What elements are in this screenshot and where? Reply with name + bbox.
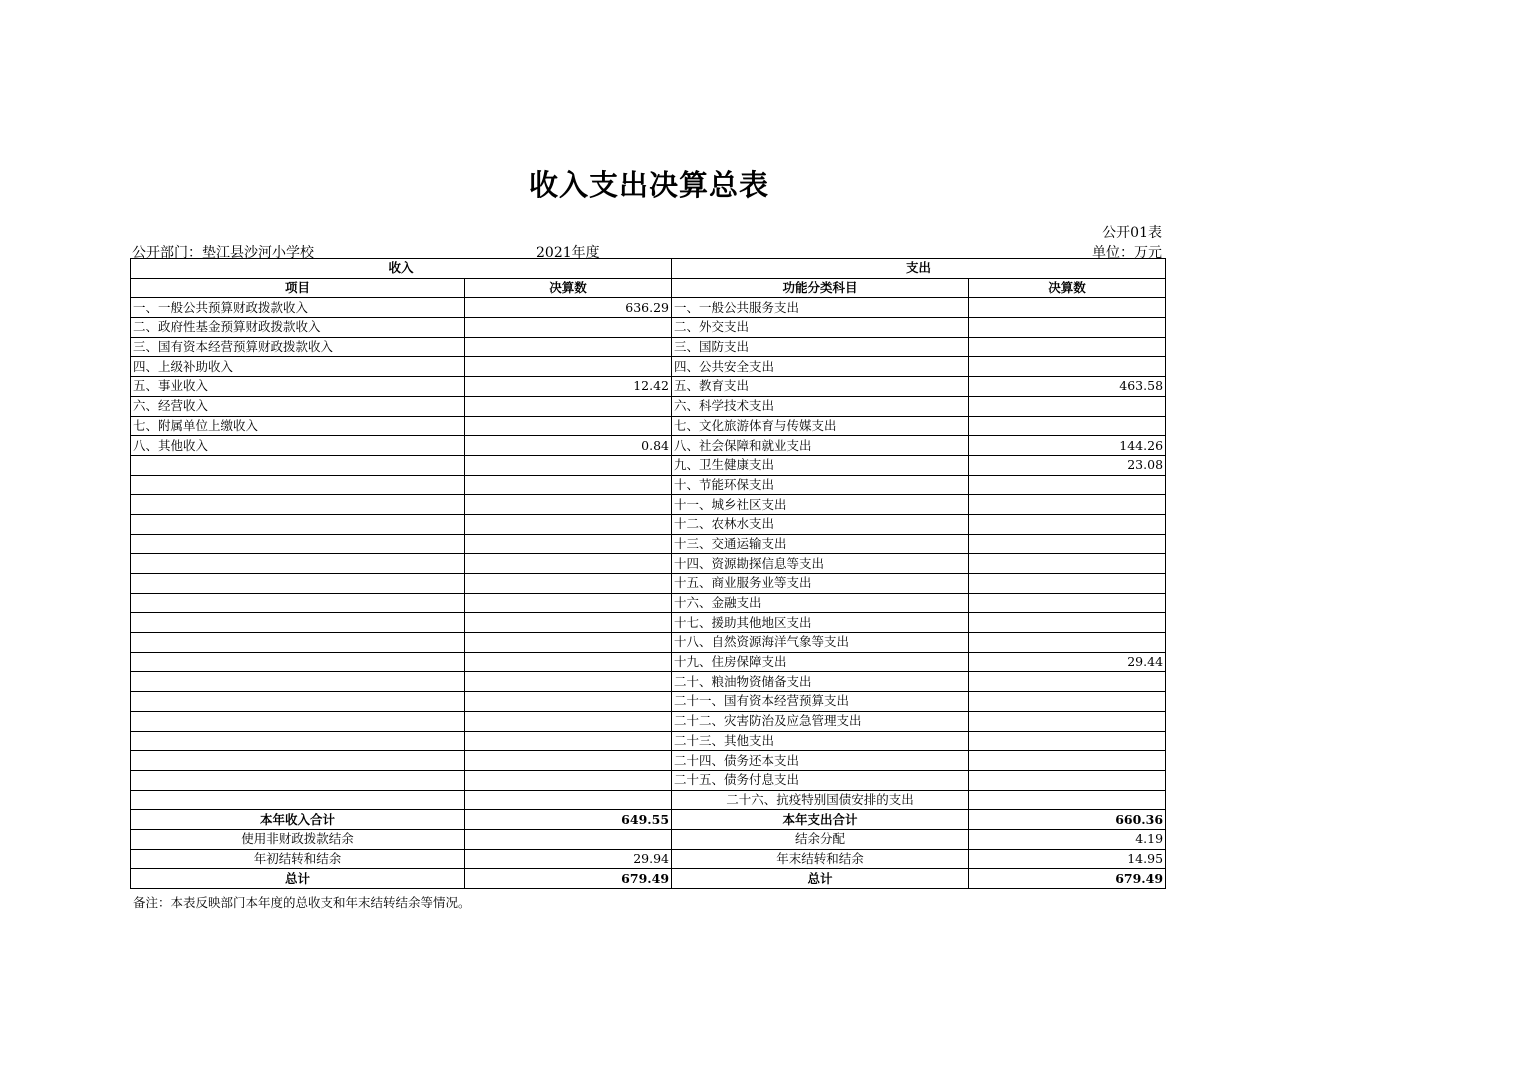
footnote: 备注：本表反映部门本年度的总收支和年末结转结余等情况。: [133, 895, 471, 910]
department-label: 公开部门：垫江县沙河小学校: [132, 245, 314, 261]
income-item-cell: [131, 455, 465, 475]
expense-amount-cell: [969, 593, 1166, 613]
income-item-cell: [131, 711, 465, 731]
expense-item-cell: 二十四、债务还本支出: [672, 751, 969, 771]
income-amount-cell: [465, 751, 672, 771]
income-amount-cell: [465, 672, 672, 692]
income-item-cell: 二、政府性基金预算财政拨款收入: [131, 318, 465, 338]
income-amount-cell: [465, 731, 672, 751]
expense-item-cell: 二十、粮油物资储备支出: [672, 672, 969, 692]
expense-amount-cell: [969, 633, 1166, 653]
income-header: 收入: [131, 259, 672, 279]
expense-item-cell: 十二、农林水支出: [672, 514, 969, 534]
summary-row: [131, 829, 1166, 849]
income-item-cell: 总计: [131, 869, 465, 889]
expense-amount-cell: [969, 751, 1166, 771]
income-item-cell: [131, 514, 465, 534]
expense-item-cell: 十一、城乡社区支出: [672, 495, 969, 515]
expense-amount-cell: 144.26: [969, 436, 1166, 456]
expense-item-cell: 结余分配: [672, 829, 969, 849]
income-amount-cell: [465, 711, 672, 731]
expense-item-cell: 十三、交通运输支出: [672, 534, 969, 554]
table-row: [131, 337, 1166, 357]
expense-item-cell: 二十一、国有资本经营预算支出: [672, 692, 969, 712]
income-item-cell: [131, 534, 465, 554]
income-item-cell: 六、经营收入: [131, 396, 465, 416]
table-row: [131, 357, 1166, 377]
expense-item-cell: 十八、自然资源海洋气象等支出: [672, 633, 969, 653]
income-amount-cell: 0.84: [465, 436, 672, 456]
income-item-cell: [131, 633, 465, 653]
table-row: [131, 790, 1166, 810]
income-amount-cell: [465, 574, 672, 594]
income-amount-cell: 679.49: [465, 869, 672, 889]
expense-amount-cell: [969, 731, 1166, 751]
table-row: [131, 593, 1166, 613]
income-amount-cell: [465, 495, 672, 515]
table-row: [131, 613, 1166, 633]
income-amount-cell: [465, 770, 672, 790]
expense-item-cell: 五、教育支出: [672, 377, 969, 397]
income-amount-cell: [465, 829, 672, 849]
income-amount-cell: 636.29: [465, 298, 672, 318]
income-item-cell: [131, 770, 465, 790]
income-amount-cell: [465, 396, 672, 416]
table-row: [131, 396, 1166, 416]
income-amount-cell: [465, 357, 672, 377]
income-amount-cell: [465, 514, 672, 534]
expense-amount-cell: [969, 534, 1166, 554]
table-row: [131, 692, 1166, 712]
table-row: [131, 534, 1166, 554]
table-row: [131, 672, 1166, 692]
income-item-cell: [131, 475, 465, 495]
table-row: [131, 514, 1166, 534]
income-expense-table: [130, 258, 1166, 889]
income-amount-cell: 29.94: [465, 849, 672, 869]
income-item-cell: 三、国有资本经营预算财政拨款收入: [131, 337, 465, 357]
income-item-cell: 四、上级补助收入: [131, 357, 465, 377]
expense-item-cell: 一、一般公共服务支出: [672, 298, 969, 318]
income-amount-cell: [465, 554, 672, 574]
expense-item-cell: 年末结转和结余: [672, 849, 969, 869]
table-header-row-1: [131, 259, 1166, 279]
expense-amount-cell: [969, 318, 1166, 338]
table-row: [131, 554, 1166, 574]
expense-amount-cell: [969, 711, 1166, 731]
income-item-cell: [131, 672, 465, 692]
income-item-cell: [131, 613, 465, 633]
income-item-cell: 五、事业收入: [131, 377, 465, 397]
expense-amount-cell: [969, 790, 1166, 810]
expense-item-cell: 九、卫生健康支出: [672, 455, 969, 475]
income-item-cell: 本年收入合计: [131, 810, 465, 830]
expense-item-cell: 十四、资源勘探信息等支出: [672, 554, 969, 574]
income-amount-cell: [465, 337, 672, 357]
expense-item-cell: 十七、援助其他地区支出: [672, 613, 969, 633]
summary-row: [131, 810, 1166, 830]
income-item-cell: [131, 574, 465, 594]
expense-amount-cell: [969, 475, 1166, 495]
expense-amount-cell: [969, 298, 1166, 318]
table-row: [131, 495, 1166, 515]
item-column-header: 项目: [131, 278, 465, 298]
table-row: [131, 711, 1166, 731]
income-amount-cell: [465, 692, 672, 712]
expense-item-cell: 八、社会保障和就业支出: [672, 436, 969, 456]
income-item-cell: [131, 593, 465, 613]
expense-amount-cell: 4.19: [969, 829, 1166, 849]
year-label: 2021年度: [536, 245, 600, 261]
income-item-cell: 使用非财政拨款结余: [131, 829, 465, 849]
table-row: [131, 318, 1166, 338]
expense-amount-cell: 679.49: [969, 869, 1166, 889]
income-item-cell: [131, 692, 465, 712]
income-amount-cell: [465, 633, 672, 653]
income-item-cell: [131, 790, 465, 810]
expense-amount-cell: [969, 692, 1166, 712]
expense-item-cell: 本年支出合计: [672, 810, 969, 830]
expense-amount-cell: [969, 514, 1166, 534]
expense-item-cell: 六、科学技术支出: [672, 396, 969, 416]
expense-item-cell: 四、公共安全支出: [672, 357, 969, 377]
amount-column-header: 决算数: [465, 278, 672, 298]
table-row: [131, 633, 1166, 653]
form-code: 公开01表: [1102, 225, 1162, 241]
expense-header: 支出: [672, 259, 1166, 279]
function-item-column-header: 功能分类科目: [672, 278, 969, 298]
table-row: [131, 416, 1166, 436]
table-row: [131, 377, 1166, 397]
expense-amount-cell: [969, 416, 1166, 436]
income-amount-cell: [465, 790, 672, 810]
expense-amount-cell: [969, 770, 1166, 790]
expense-amount-column-header: 决算数: [969, 278, 1166, 298]
expense-amount-cell: [969, 495, 1166, 515]
income-amount-cell: [465, 652, 672, 672]
income-item-cell: [131, 495, 465, 515]
expense-item-cell: 三、国防支出: [672, 337, 969, 357]
table-row: [131, 436, 1166, 456]
expense-item-cell: 十六、金融支出: [672, 593, 969, 613]
expense-amount-cell: 29.44: [969, 652, 1166, 672]
table-row: [131, 475, 1166, 495]
expense-amount-cell: [969, 574, 1166, 594]
expense-item-cell: 十九、住房保障支出: [672, 652, 969, 672]
table-row: [131, 455, 1166, 475]
income-item-cell: [131, 652, 465, 672]
income-amount-cell: [465, 593, 672, 613]
income-item-cell: 一、一般公共预算财政拨款收入: [131, 298, 465, 318]
expense-amount-cell: [969, 337, 1166, 357]
income-amount-cell: [465, 475, 672, 495]
expense-item-cell: 二十六、抗疫特别国债安排的支出: [672, 790, 969, 810]
expense-amount-cell: [969, 396, 1166, 416]
expense-item-cell: 十五、商业服务业等支出: [672, 574, 969, 594]
expense-amount-cell: 14.95: [969, 849, 1166, 869]
expense-item-cell: 总计: [672, 869, 969, 889]
expense-item-cell: 十、节能环保支出: [672, 475, 969, 495]
expense-amount-cell: 463.58: [969, 377, 1166, 397]
table-row: [131, 298, 1166, 318]
income-item-cell: [131, 554, 465, 574]
expense-item-cell: 二十二、灾害防治及应急管理支出: [672, 711, 969, 731]
expense-amount-cell: 23.08: [969, 455, 1166, 475]
expense-item-cell: 二、外交支出: [672, 318, 969, 338]
income-item-cell: [131, 731, 465, 751]
expense-amount-cell: [969, 613, 1166, 633]
income-amount-cell: [465, 613, 672, 633]
income-amount-cell: [465, 455, 672, 475]
table-header-row-2: [131, 278, 1166, 298]
expense-amount-cell: 660.36: [969, 810, 1166, 830]
expense-amount-cell: [969, 357, 1166, 377]
table-row: [131, 751, 1166, 771]
unit-label: 单位：万元: [1092, 245, 1162, 261]
expense-item-cell: 二十五、债务付息支出: [672, 770, 969, 790]
income-amount-cell: [465, 416, 672, 436]
summary-row: [131, 869, 1166, 889]
summary-row: [131, 849, 1166, 869]
income-amount-cell: [465, 534, 672, 554]
income-amount-cell: [465, 318, 672, 338]
income-item-cell: 七、附属单位上缴收入: [131, 416, 465, 436]
page-title: 收入支出决算总表: [528, 168, 769, 202]
income-amount-cell: 649.55: [465, 810, 672, 830]
table-row: [131, 770, 1166, 790]
table-row: [131, 574, 1166, 594]
income-amount-cell: 12.42: [465, 377, 672, 397]
income-item-cell: [131, 751, 465, 771]
expense-amount-cell: [969, 672, 1166, 692]
income-item-cell: 八、其他收入: [131, 436, 465, 456]
expense-amount-cell: [969, 554, 1166, 574]
expense-item-cell: 二十三、其他支出: [672, 731, 969, 751]
table-row: [131, 731, 1166, 751]
expense-item-cell: 七、文化旅游体育与传媒支出: [672, 416, 969, 436]
income-item-cell: 年初结转和结余: [131, 849, 465, 869]
table-row: [131, 652, 1166, 672]
